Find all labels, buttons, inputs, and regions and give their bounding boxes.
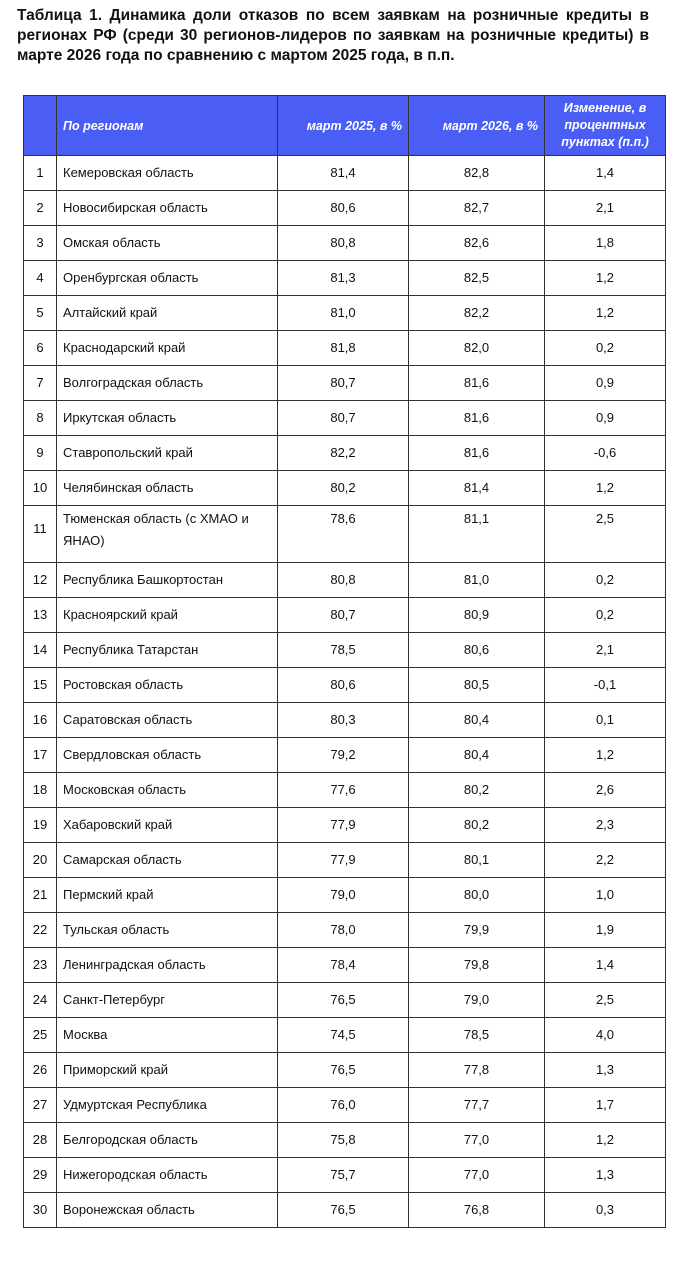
value-mar2026: 80,0 <box>409 878 545 913</box>
header-mar2025: март 2025, в % <box>278 96 409 156</box>
value-mar2026: 80,9 <box>409 598 545 633</box>
table-row <box>24 948 666 983</box>
region-name: Самарская область <box>57 843 278 878</box>
value-mar2026: 80,2 <box>409 808 545 843</box>
value-mar2026: 81,6 <box>409 366 545 401</box>
row-number: 17 <box>24 738 57 773</box>
value-mar2025: 75,8 <box>278 1123 409 1158</box>
region-name: Челябинская область <box>57 471 278 506</box>
value-mar2025: 79,0 <box>278 878 409 913</box>
row-number: 30 <box>24 1193 57 1228</box>
value-change: 0,1 <box>545 703 666 738</box>
value-mar2026: 81,6 <box>409 436 545 471</box>
row-number: 23 <box>24 948 57 983</box>
value-mar2026: 82,0 <box>409 331 545 366</box>
value-change: 1,8 <box>545 226 666 261</box>
value-change: 2,3 <box>545 808 666 843</box>
value-mar2026: 77,8 <box>409 1053 545 1088</box>
row-number: 14 <box>24 633 57 668</box>
region-name: Белгородская область <box>57 1123 278 1158</box>
value-mar2025: 81,0 <box>278 296 409 331</box>
region-name: Москва <box>57 1018 278 1053</box>
region-name: Ленинградская область <box>57 948 278 983</box>
region-name: Краснодарский край <box>57 331 278 366</box>
value-change: 1,7 <box>545 1088 666 1123</box>
region-name: Тульская область <box>57 913 278 948</box>
region-name: Воронежская область <box>57 1193 278 1228</box>
table-row <box>24 703 666 738</box>
value-mar2026: 79,8 <box>409 948 545 983</box>
header-change: Изменение, в процентных пунктах (п.п.) <box>545 96 666 156</box>
region-name: Удмуртская Республика <box>57 1088 278 1123</box>
table-row <box>24 983 666 1018</box>
region-name: Омская область <box>57 226 278 261</box>
row-number: 7 <box>24 366 57 401</box>
row-number: 11 <box>24 506 57 563</box>
value-mar2025: 76,5 <box>278 1053 409 1088</box>
region-name: Нижегородская область <box>57 1158 278 1193</box>
table-row <box>24 261 666 296</box>
table-header-row <box>24 96 666 156</box>
value-mar2025: 80,8 <box>278 563 409 598</box>
value-mar2026: 79,9 <box>409 913 545 948</box>
value-change: 0,2 <box>545 598 666 633</box>
value-change: 0,2 <box>545 331 666 366</box>
header-region: По регионам <box>57 96 278 156</box>
region-name: Санкт-Петербург <box>57 983 278 1018</box>
table-row <box>24 878 666 913</box>
region-name: Оренбургская область <box>57 261 278 296</box>
table-row <box>24 1018 666 1053</box>
region-name: Тюменская область (с ХМАО и ЯНАО) <box>57 506 278 563</box>
row-number: 19 <box>24 808 57 843</box>
region-name: Московская область <box>57 773 278 808</box>
row-number: 12 <box>24 563 57 598</box>
value-mar2026: 81,6 <box>409 401 545 436</box>
value-change: -0,1 <box>545 668 666 703</box>
table-row <box>24 436 666 471</box>
value-mar2026: 77,7 <box>409 1088 545 1123</box>
table-row <box>24 843 666 878</box>
region-name: Саратовская область <box>57 703 278 738</box>
value-change: 0,2 <box>545 563 666 598</box>
value-change: 1,3 <box>545 1158 666 1193</box>
row-number: 21 <box>24 878 57 913</box>
value-mar2026: 80,5 <box>409 668 545 703</box>
value-change: 2,6 <box>545 773 666 808</box>
value-mar2026: 82,2 <box>409 296 545 331</box>
table-row <box>24 1193 666 1228</box>
value-change: 1,2 <box>545 471 666 506</box>
row-number: 9 <box>24 436 57 471</box>
value-change: 1,9 <box>545 913 666 948</box>
value-mar2025: 77,9 <box>278 808 409 843</box>
value-mar2026: 81,4 <box>409 471 545 506</box>
region-name: Республика Татарстан <box>57 633 278 668</box>
table-row <box>24 668 666 703</box>
region-name: Ставропольский край <box>57 436 278 471</box>
row-number: 5 <box>24 296 57 331</box>
region-name: Республика Башкортостан <box>57 563 278 598</box>
value-mar2026: 78,5 <box>409 1018 545 1053</box>
region-name: Ростовская область <box>57 668 278 703</box>
header-mar2026: март 2026, в % <box>409 96 545 156</box>
region-name: Хабаровский край <box>57 808 278 843</box>
region-name: Кемеровская область <box>57 156 278 191</box>
value-change: -0,6 <box>545 436 666 471</box>
table-row <box>24 1053 666 1088</box>
value-mar2025: 80,2 <box>278 471 409 506</box>
row-number: 16 <box>24 703 57 738</box>
value-mar2025: 78,5 <box>278 633 409 668</box>
value-mar2026: 77,0 <box>409 1123 545 1158</box>
value-change: 1,0 <box>545 878 666 913</box>
row-number: 6 <box>24 331 57 366</box>
table-row <box>24 296 666 331</box>
region-name: Красноярский край <box>57 598 278 633</box>
table-row <box>24 471 666 506</box>
table-title: Таблица 1. Динамика доли отказов по всем заявкам на розничные кредиты в регионах РФ (среди 30 регионов-лидеров по заявкам на розничные кредиты) в марте 2026 года по сравнению с мартом 2025 года, в п.п. <box>17 7 649 64</box>
row-number: 28 <box>24 1123 57 1158</box>
value-change: 0,3 <box>545 1193 666 1228</box>
value-mar2025: 80,7 <box>278 598 409 633</box>
value-change: 1,2 <box>545 738 666 773</box>
value-mar2025: 77,9 <box>278 843 409 878</box>
table-row <box>24 1123 666 1158</box>
region-name: Волгоградская область <box>57 366 278 401</box>
value-mar2026: 80,4 <box>409 738 545 773</box>
header-num <box>24 96 57 156</box>
value-mar2025: 76,0 <box>278 1088 409 1123</box>
row-number: 26 <box>24 1053 57 1088</box>
row-number: 1 <box>24 156 57 191</box>
row-number: 2 <box>24 191 57 226</box>
table-row <box>24 1088 666 1123</box>
row-number: 10 <box>24 471 57 506</box>
row-number: 24 <box>24 983 57 1018</box>
row-number: 18 <box>24 773 57 808</box>
table-row <box>24 773 666 808</box>
value-mar2026: 81,1 <box>409 506 545 563</box>
value-change: 2,2 <box>545 843 666 878</box>
region-name: Свердловская область <box>57 738 278 773</box>
value-change: 1,4 <box>545 156 666 191</box>
table-row <box>24 738 666 773</box>
value-mar2025: 76,5 <box>278 983 409 1018</box>
value-change: 0,9 <box>545 401 666 436</box>
value-mar2025: 79,2 <box>278 738 409 773</box>
value-mar2026: 82,5 <box>409 261 545 296</box>
row-number: 3 <box>24 226 57 261</box>
value-mar2025: 78,4 <box>278 948 409 983</box>
value-change: 1,2 <box>545 261 666 296</box>
value-mar2026: 76,8 <box>409 1193 545 1228</box>
value-change: 2,5 <box>545 506 666 563</box>
value-change: 2,5 <box>545 983 666 1018</box>
table-row <box>24 808 666 843</box>
row-number: 13 <box>24 598 57 633</box>
table-row <box>24 226 666 261</box>
table-row <box>24 563 666 598</box>
value-mar2025: 81,8 <box>278 331 409 366</box>
value-mar2025: 74,5 <box>278 1018 409 1053</box>
value-change: 1,3 <box>545 1053 666 1088</box>
value-mar2025: 80,7 <box>278 401 409 436</box>
value-mar2026: 82,7 <box>409 191 545 226</box>
table-row <box>24 191 666 226</box>
value-change: 0,9 <box>545 366 666 401</box>
value-mar2026: 81,0 <box>409 563 545 598</box>
row-number: 15 <box>24 668 57 703</box>
value-mar2026: 80,4 <box>409 703 545 738</box>
value-change: 1,2 <box>545 296 666 331</box>
value-change: 2,1 <box>545 191 666 226</box>
row-number: 22 <box>24 913 57 948</box>
table-row <box>24 401 666 436</box>
value-mar2025: 80,3 <box>278 703 409 738</box>
table-row <box>24 331 666 366</box>
table-row <box>24 633 666 668</box>
regions-table <box>23 95 666 1228</box>
row-number: 8 <box>24 401 57 436</box>
value-mar2025: 82,2 <box>278 436 409 471</box>
value-change: 2,1 <box>545 633 666 668</box>
table-row <box>24 1158 666 1193</box>
row-number: 20 <box>24 843 57 878</box>
value-change: 4,0 <box>545 1018 666 1053</box>
value-mar2026: 82,8 <box>409 156 545 191</box>
region-name: Иркутская область <box>57 401 278 436</box>
value-mar2026: 80,6 <box>409 633 545 668</box>
value-mar2025: 76,5 <box>278 1193 409 1228</box>
table-row <box>24 913 666 948</box>
table-row <box>24 506 666 563</box>
table-row <box>24 598 666 633</box>
region-name: Приморский край <box>57 1053 278 1088</box>
value-mar2025: 80,7 <box>278 366 409 401</box>
value-mar2025: 80,6 <box>278 191 409 226</box>
value-mar2026: 77,0 <box>409 1158 545 1193</box>
value-mar2026: 80,1 <box>409 843 545 878</box>
value-change: 1,4 <box>545 948 666 983</box>
value-mar2026: 80,2 <box>409 773 545 808</box>
value-mar2025: 81,4 <box>278 156 409 191</box>
value-mar2025: 80,6 <box>278 668 409 703</box>
value-mar2025: 77,6 <box>278 773 409 808</box>
row-number: 27 <box>24 1088 57 1123</box>
value-mar2025: 81,3 <box>278 261 409 296</box>
table-row <box>24 156 666 191</box>
row-number: 25 <box>24 1018 57 1053</box>
value-mar2025: 80,8 <box>278 226 409 261</box>
region-name: Алтайский край <box>57 296 278 331</box>
value-mar2026: 79,0 <box>409 983 545 1018</box>
value-mar2025: 75,7 <box>278 1158 409 1193</box>
row-number: 29 <box>24 1158 57 1193</box>
value-mar2025: 78,0 <box>278 913 409 948</box>
region-name: Новосибирская область <box>57 191 278 226</box>
region-name: Пермский край <box>57 878 278 913</box>
value-mar2026: 82,6 <box>409 226 545 261</box>
row-number: 4 <box>24 261 57 296</box>
table-row <box>24 366 666 401</box>
value-change: 1,2 <box>545 1123 666 1158</box>
value-mar2025: 78,6 <box>278 506 409 563</box>
